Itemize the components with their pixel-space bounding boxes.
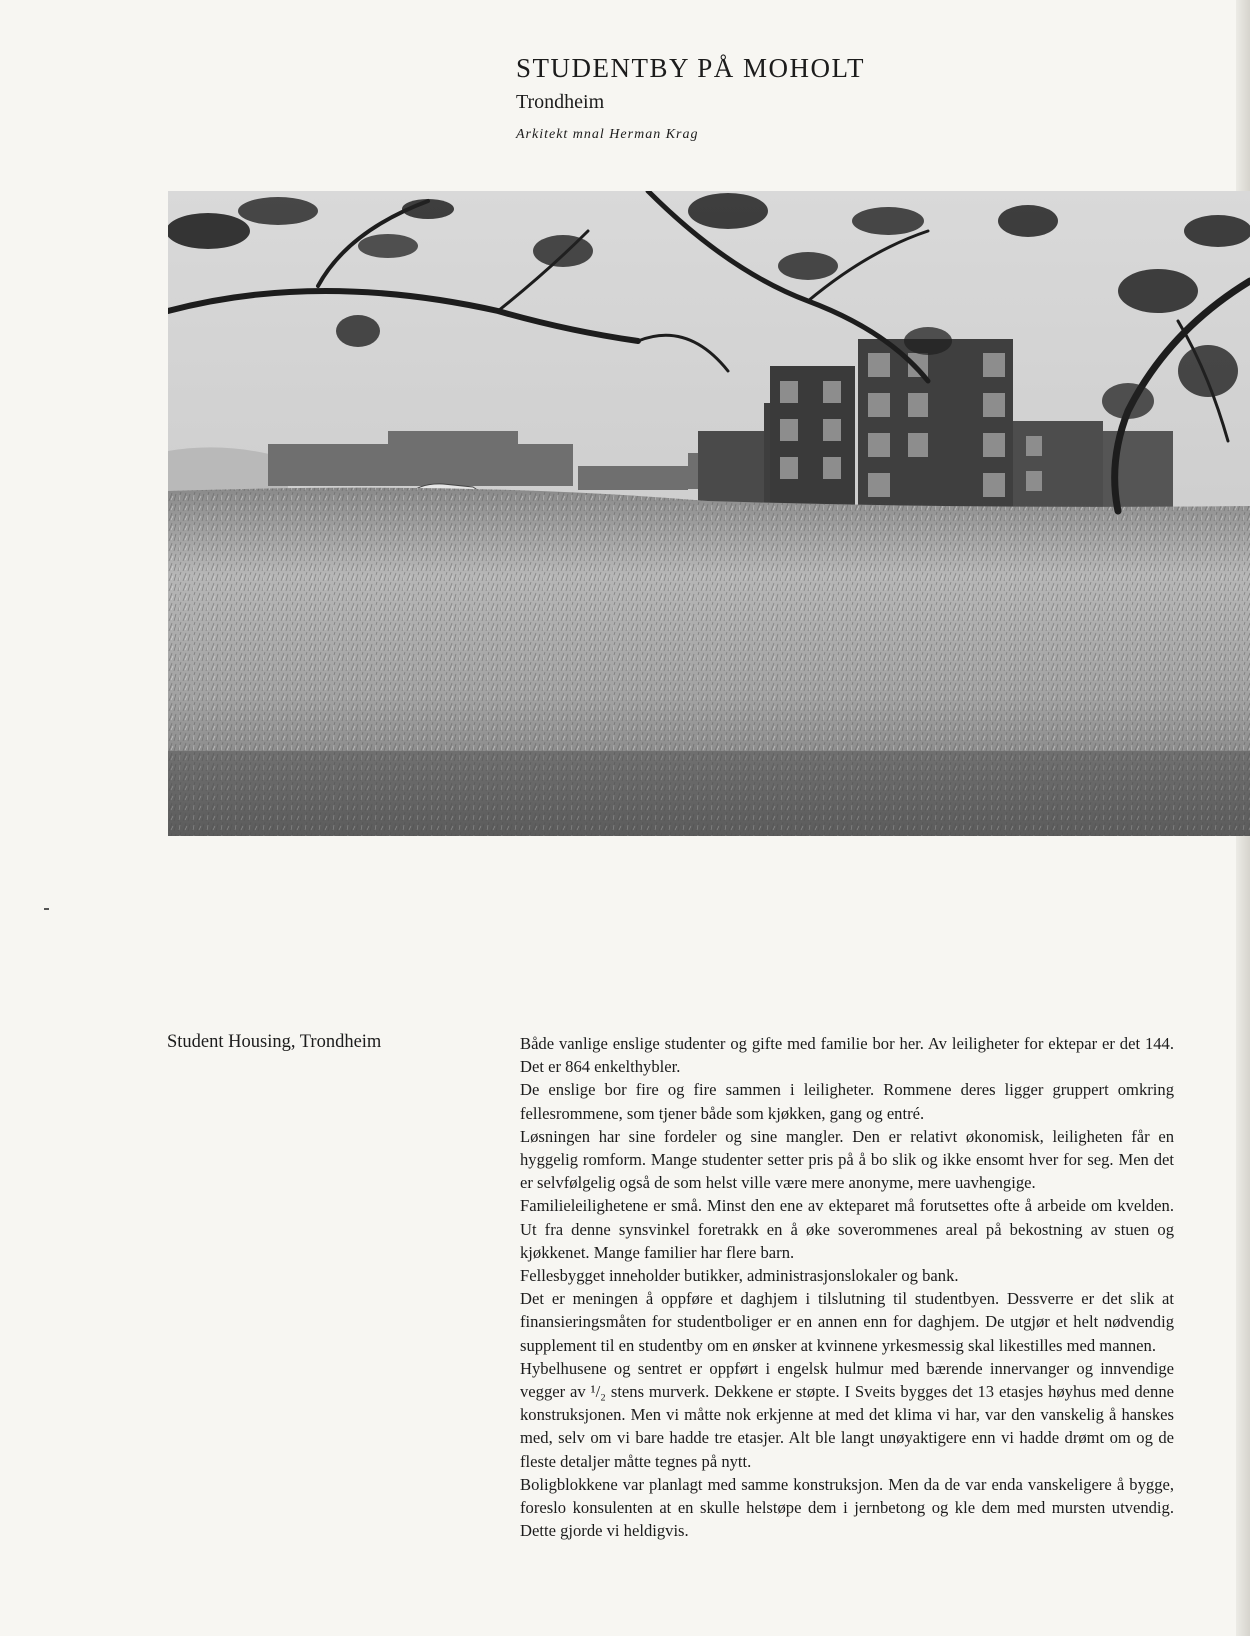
body-paragraph: Løsningen har sine fordeler og sine mangler. Den er relativt økonomisk, leiligheten får en hyggelig romform. Mange studenter setter pris på å bo slik og ikke ensomt hver for seg. Men det er selvfølgelig også de som helst ville være mere anonyme, mere uavhengige. (520, 1126, 1174, 1193)
body-paragraph: De enslige bor fire og fire sammen i leiligheter. Rommene deres ligger gruppert omkring fellesrommene, som tjener både som kjøkken, gang og entré. (520, 1080, 1174, 1123)
photograph (168, 191, 1250, 836)
english-caption: Student Housing, Trondheim (167, 1032, 382, 1052)
architect-credit: Arkitekt mnal Herman Krag (516, 127, 699, 142)
body-paragraph: Hybelhusene og sentret er oppført i engelsk hulmur med bærende innervanger og innvendige vegger av ¹/₂ stens murverk. Dekkene er støpte. I Sveits bygges det 13 etasjes høyhus med denne konstruksjonen. Men vi måtte nok erkjenne at med det klima vi har, var den vanskelig å hanskes med, selv om vi bare hadde tre etasjer. Alt ble langt unøyaktigere enn vi hadde drømt om og de fleste detaljer måtte tegnes på nytt. (520, 1358, 1174, 1471)
body-paragraph: Fellesbygget inneholder butikker, administrasjonslokaler og bank. (520, 1266, 959, 1286)
body-paragraph: Familieleilighetene er små. Minst den ene av ekteparet må forutsettes ofte å arbeide om kvelden. Ut fra denne synsvinkel foretrakk en å øke soverommenes areal på bekostning av stuen og kjøkkenet. Mange familier har flere barn. (520, 1196, 1174, 1262)
body-paragraph: Det er meningen å oppføre et daghjem i tilslutning til studentbyen. Dessverre er det slik at finansieringsmåten for studentboliger er en annen enn for daghjem. De utgjør et helt nødvendig supplement til en studentby om en ønsker at kvinnene yrkesmessig skal likestilles med mannen. (520, 1289, 1174, 1355)
article-header (516, 52, 865, 144)
article-location: Trondheim (516, 91, 605, 113)
article-title: STUDENTBY PÅ MOHOLT (516, 53, 866, 83)
body-paragraph: Boligblokkene var planlagt med samme konstruksjon. Men da de var enda vanskeligere å bygge, foreslo konsulenten at en skulle helstøpe dem i jernbetong og kle dem med mursten utvendig. Dette gjorde vi heldigvis. (520, 1474, 1174, 1541)
field-foreground-shade (168, 751, 1250, 836)
body-paragraph: Både vanlige enslige studenter og gifte med familie bor her. Av leiligheter for ektepar er det 144. Det er 864 enkelthybler. (520, 1034, 1174, 1077)
print-mark (44, 908, 49, 910)
article-body (520, 1032, 1174, 1542)
